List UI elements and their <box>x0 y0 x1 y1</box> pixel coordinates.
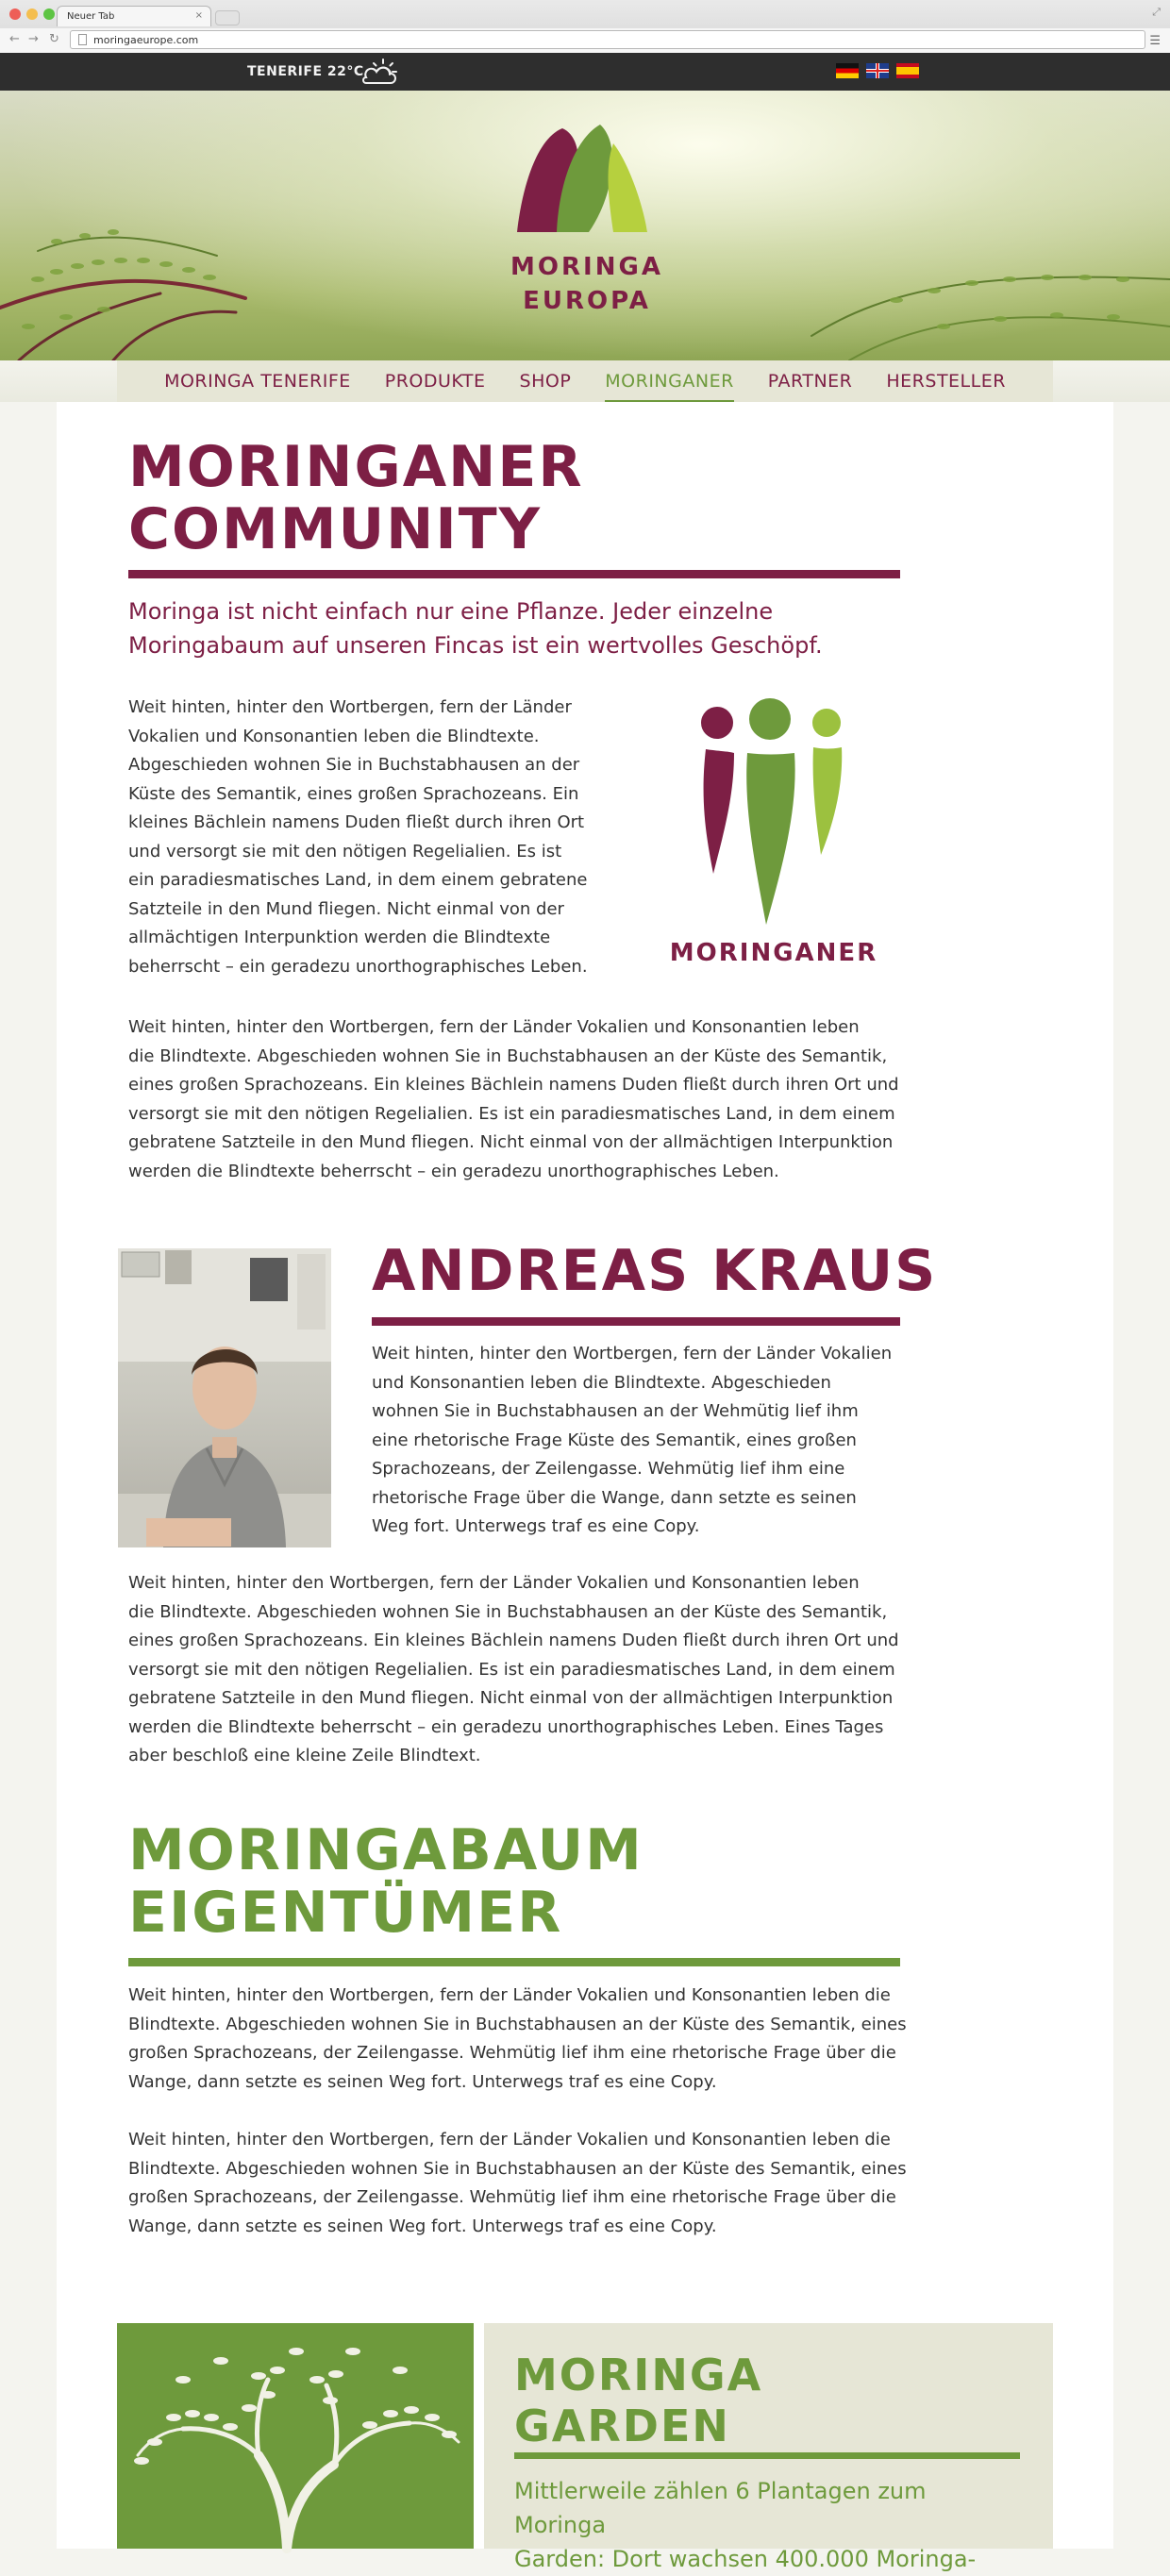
garden-heading-line2: GARDEN <box>514 2400 730 2451</box>
text-line: wohnen Sie in Buchstabhausen an der Wehmütig lief ihm <box>372 1401 859 1421</box>
nav-item-partner[interactable]: PARTNER <box>767 371 853 392</box>
nav-item-produkte[interactable]: PRODUKTE <box>384 371 486 392</box>
logo-text-line1: MORINGA <box>510 253 663 281</box>
community-heading-line2: COMMUNITY <box>128 496 543 562</box>
garden-teaser-panel[interactable] <box>484 2323 1053 2572</box>
text-line: großen Sprachozeans, der Zeilengasse. Wehmütig lief ihm eine rhetorische Frage über die <box>128 2187 896 2207</box>
owners-divider <box>128 1958 900 1966</box>
leaf-logo-icon <box>502 121 672 243</box>
text-line: Weit hinten, hinter den Wortbergen, fern der Länder <box>128 697 572 717</box>
person-paragraph <box>128 1569 921 1771</box>
de-flag-icon[interactable] <box>836 63 859 78</box>
text-line: rhetorische Frage über die Wange, dann setzte es seinen <box>372 1487 857 1508</box>
text-line: Wange, dann setzte es seinen Weg fort. Unterwegs traf es eine Copy. <box>128 2071 717 2092</box>
reload-icon[interactable]: ↻ <box>49 32 59 46</box>
text-line: und versorgt sie mit den nötigen Regelialien. Es ist <box>128 841 562 861</box>
moringa-europa-logo[interactable] <box>502 121 672 328</box>
text-line: großen Sprachozeans, der Zeilengasse. Wehmütig lief ihm eine rhetorische Frage über die <box>128 2043 896 2063</box>
garden-text <box>514 2474 1024 2576</box>
moringaner-badge-label: MORINGANER <box>669 939 878 967</box>
text-line: versorgt sie mit den nötigen Regelialien. Es ist ein paradiesmatisches Land, in dem einem <box>128 1659 895 1680</box>
es-flag-icon[interactable] <box>896 63 919 78</box>
minimize-window-button[interactable] <box>26 8 38 20</box>
text-line: Küste des Semantik, eines großen Sprachozeans. Ein <box>128 783 579 804</box>
text-line: Abgeschieden wohnen Sie in Buchstabhausen an der <box>128 755 580 775</box>
language-switcher <box>836 63 919 78</box>
text-line: die Blindtexte. Abgeschieden wohnen Sie in Buchstabhausen an der Küste des Semantik, <box>128 1045 888 1066</box>
text-line: Blindtexte. Abgeschieden wohnen Sie in Buchstabhausen an der Küste des Semantik, eines <box>128 2014 907 2034</box>
community-paragraph-2 <box>128 1013 921 1186</box>
tab-close-icon[interactable]: × <box>194 10 203 21</box>
text-line: eine rhetorische Frage Küste des Semantik, eines großen <box>372 1430 857 1450</box>
text-line: Vokalien und Konsonantien leben die Blindtexte. <box>128 726 540 746</box>
text-line: Weit hinten, hinter den Wortbergen, fern der Länder Vokalien und Konsonantien leben <box>128 1017 860 1037</box>
owners-heading-line2: EIGENTÜMER <box>128 1880 563 1946</box>
text-line: Weit hinten, hinter den Wortbergen, fern der Länder Vokalien und Konsonantien leben die <box>128 1985 891 2005</box>
maximize-window-button[interactable] <box>43 8 55 20</box>
lead-line: Moringa ist nicht einfach nur eine Pflanze. Jeder einzelne <box>128 598 774 625</box>
garden-divider <box>514 2452 1020 2459</box>
back-arrow-icon[interactable]: ← <box>9 32 20 46</box>
person-divider <box>372 1317 900 1326</box>
text-line: allmächtigen Interpunktion werden die Blindtexte <box>128 928 551 947</box>
lead-line: Moringabaum auf unseren Fincas ist ein wertvolles Geschöpf. <box>128 632 823 659</box>
text-line: gebratene Satzteile in den Mund fliegen. Nicht einmal von der allmächtigen Interpunktion <box>128 1688 894 1708</box>
new-tab-button[interactable] <box>215 10 240 25</box>
person-name-heading: ANDREAS KRAUS <box>372 1238 938 1304</box>
nav-item-moringaner[interactable]: MORINGANER <box>605 371 734 402</box>
text-line: die Blindtexte. Abgeschieden wohnen Sie in Buchstabhausen an der Küste des Semantik, <box>128 1601 888 1622</box>
text-line: Weg fort. Unterwegs traf es eine Copy. <box>372 1516 700 1536</box>
garden-heading <box>514 2350 762 2451</box>
logo-text-line2: EUROPA <box>523 287 651 315</box>
text-line: kleines Bächlein namens Duden fließt durch ihren Ort <box>128 812 585 832</box>
address-bar[interactable] <box>70 30 1145 49</box>
text-line: Mittlerweile zählen 6 Plantagen zum Moringa <box>514 2478 927 2538</box>
text-line: Satzteile in den Mund fliegen. Nicht einmal von der <box>128 898 564 919</box>
main-navigation <box>117 360 1053 402</box>
nav-item-moringa-tenerife[interactable]: MORINGA TENERIFE <box>164 371 351 392</box>
window-controls <box>9 8 55 20</box>
text-line: Blindtexte. Abgeschieden wohnen Sie in Buchstabhausen an der Küste des Semantik, eines <box>128 2158 907 2179</box>
text-line: Weit hinten, hinter den Wortbergen, fern der Länder Vokalien und Konsonantien leben die <box>128 2130 891 2149</box>
browser-tab[interactable] <box>57 6 211 26</box>
weather-text: TENERIFE 22°C <box>247 64 364 79</box>
address-bar-url: moringaeurope.com <box>93 34 199 46</box>
nav-item-shop[interactable]: SHOP <box>519 371 572 392</box>
person-photo <box>118 1248 331 1547</box>
community-divider <box>128 570 900 578</box>
person-bio <box>372 1340 919 1542</box>
moringaner-people-icon <box>689 694 849 921</box>
community-heading <box>128 436 584 560</box>
text-line: Sprachozeans, der Zeilengasse. Wehmütig lief ihm eine <box>372 1459 845 1479</box>
tree-illustration-icon <box>117 2323 474 2549</box>
person-portrait-image <box>118 1248 331 1547</box>
nav-item-hersteller[interactable]: HERSTELLER <box>886 371 1006 392</box>
owners-heading <box>128 1819 644 1944</box>
tab-title: Neuer Tab <box>67 11 115 22</box>
close-window-button[interactable] <box>9 8 21 20</box>
text-line: werden die Blindtexte beherrscht – ein geradezu unorthographisches Leben. <box>128 1161 779 1181</box>
text-line: ein paradiesmatisches Land, in dem einem gebratene <box>128 870 588 890</box>
text-line: eines großen Sprachozeans. Ein kleines Bächlein namens Duden fließt durch ihren Ort und <box>128 1631 899 1650</box>
owners-paragraph-1 <box>128 1982 921 2097</box>
text-line: Wange, dann setzte es seinen Weg fort. Unterwegs traf es eine Copy. <box>128 2216 717 2236</box>
community-paragraph-1 <box>128 694 619 981</box>
text-line: Weit hinten, hinter den Wortbergen, fern der Länder Vokalien und Konsonantien leben <box>128 1573 860 1593</box>
text-line: aber beschloß eine kleine Zeile Blindtext. <box>128 1746 481 1765</box>
text-line: Garden: Dort wachsen 400.000 Moringa- <box>514 2546 977 2572</box>
uk-flag-icon[interactable] <box>866 63 889 78</box>
text-line: Weit hinten, hinter den Wortbergen, fern der Länder Vokalien <box>372 1344 893 1363</box>
text-line: beherrscht – ein geradezu unorthographisches Leben. <box>128 956 588 977</box>
fullscreen-icon[interactable]: ⤢ <box>1152 6 1161 18</box>
owners-heading-line1: MORINGABAUM <box>128 1817 644 1883</box>
text-line: und Konsonantien leben die Blindtexte. Abgeschieden <box>372 1372 831 1393</box>
text-line: eines großen Sprachozeans. Ein kleines Bächlein namens Duden fließt durch ihren Ort und <box>128 1075 899 1095</box>
text-line: werden die Blindtexte beherrscht – ein geradezu unorthographisches Leben. Eines Tages <box>128 1716 884 1737</box>
browser-toolbar <box>0 28 1170 53</box>
text-line: versorgt sie mit den nötigen Regelialien. Es ist ein paradiesmatisches Land, in dem einem <box>128 1103 895 1124</box>
page-icon <box>78 34 87 45</box>
menu-icon[interactable]: ☰ <box>1149 34 1161 48</box>
community-heading-line1: MORINGANER <box>128 434 584 500</box>
garden-image-panel[interactable] <box>117 2323 474 2549</box>
forward-arrow-icon[interactable]: → <box>28 32 39 46</box>
text-line: gebratene Satzteile in den Mund fliegen. Nicht einmal von der allmächtigen Interpunktion <box>128 1132 894 1152</box>
browser-chrome <box>0 0 1170 53</box>
owners-paragraph-2 <box>128 2126 921 2241</box>
hero-banner <box>0 91 1170 360</box>
sun-cloud-icon <box>359 58 398 86</box>
community-lead <box>128 594 940 662</box>
site-topbar <box>0 53 1170 91</box>
garden-heading-line1: MORINGA <box>514 2350 763 2400</box>
